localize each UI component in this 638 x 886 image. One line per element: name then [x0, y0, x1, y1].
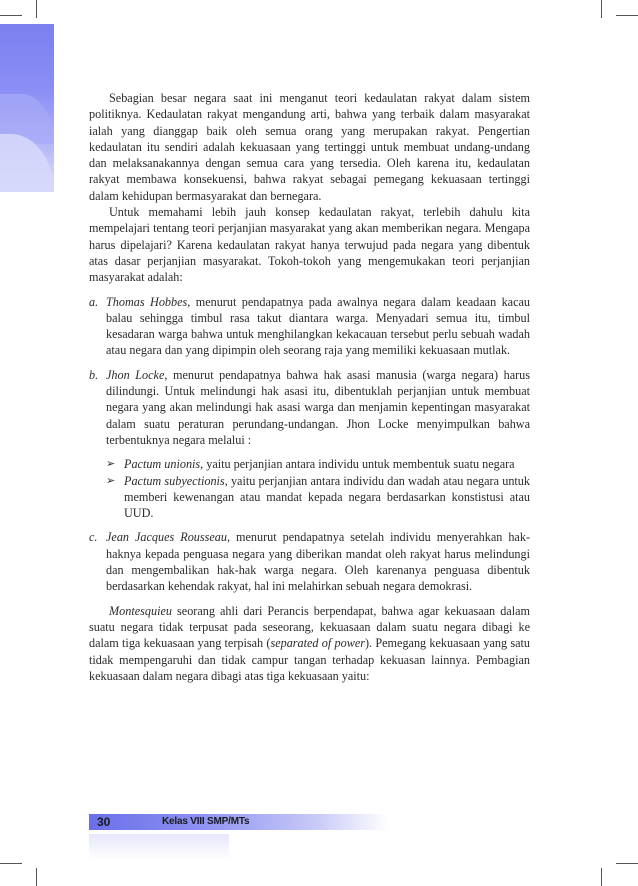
sub-item-pactum-subyectionis [106, 473, 530, 522]
term: Pactum unionis [124, 457, 201, 472]
paragraph-montesquieu: Montesquieu seorang ahli dari Perancis berpendapat, bahwa agar kekuasaan dalam suatu negara tidak terpusat pada seseorang, kekuasaan dalam suatu negara dibagi ke dalam tiga kekuasaan yang terpisah (separated of power). Pemegang kekuasaan yang satu tidak mempengaruhi dan tidak campur tangan terhadap kekuasan lainnya. Pembagian kekuasaan dalam negara dibagi atas tiga kekuasaan yaitu: [89, 603, 531, 683]
sub-item-pactum-unionis [106, 456, 530, 472]
list-item-label: c. [89, 530, 98, 545]
page-content [89, 90, 530, 684]
list-item-text: menurut pendapatnya pada awalnya negara dalam keadaan kacau balau sehingga timbul rasa takut diantara warga. Menyadari semua itu, timbul kesadaran warga bahwa untuk menghilangkan kekacauan tersebut perlu sebuah wadah atau negara dan yang dipimpin oleh seorang raja yang memiliki kekuasaan mutlak. [106, 294, 531, 358]
footer-shadow-band [89, 834, 229, 860]
person-name: Jhon Locke [106, 367, 165, 382]
arrow-bullet-icon: ➢ [106, 457, 116, 471]
crop-mark [36, 0, 37, 18]
sub-item-text: , yaitu perjanjian antara individu untuk membentuk suatu negara [200, 457, 515, 472]
crop-mark [616, 15, 638, 16]
page-number: 30 [97, 815, 111, 829]
decorative-side-strip [0, 24, 54, 192]
list-item-label: b. [89, 367, 99, 382]
sub-item-text: , yaitu perjanjian antara individu dan wadah atau negara untuk memberi kewenangan atau mandat kepada negara berdasarkan konstistusi atau UUD. [124, 473, 530, 521]
book-title: Kelas VIII SMP/MTs [162, 816, 250, 827]
list-item-rousseau: c. Jean Jacques Rousseau, menurut pendapatnya setelah individu menyerahkan hak-haknya kepada penguasa negara yang diberikan mandat oleh rakyat harus melindungi dan mengembalikan hak-hak warga negara. Oleh karenanya penguasa dibentuk berdasarkan kehendak rakyat, hal ini melahirkan sebuah negara demokrasi. [89, 530, 530, 594]
crop-mark [0, 863, 22, 864]
person-name: Jean Jacques Rousseau [106, 530, 227, 545]
arrow-bullet-icon: ➢ [106, 473, 116, 487]
list-item-text: menurut pendapatnya bahwa hak asasi manusia (warga negara) harus dilindungi. Untuk melindungi hak asasi itu, dibentuklah perjanjian untuk membuat negara yang akan melindungi hak asasi warga dan menjamin kepentingan masyarakat dalam suatu peraturan perundang-undangan. Jhon Locke menyimpulkan bahwa terbentuknya negara melalui : [106, 367, 530, 447]
person-name: Thomas Hobbes [106, 294, 188, 309]
crop-mark [616, 863, 638, 864]
crop-mark [36, 868, 37, 886]
list-item-text: menurut pendapatnya setelah individu menyerahkan hak-haknya kepada penguasa negara yang diberikan mandat oleh rakyat harus melindungi dan mengembalikan hak-hak warga negara. Oleh karenanya penguasa dibentuk berdasarkan kehendak rakyat, hal ini melahirkan sebuah negara demokrasi. [106, 530, 530, 594]
term: separated of power [270, 636, 365, 651]
list-item-hobbes: a. Thomas Hobbes, menurut pendapatnya pada awalnya negara dalam keadaan kacau balau sehingga timbul rasa takut diantara warga. Menyadari semua itu, timbul kesadaran warga bahwa untuk menghilangkan kekacauan tersebut perlu sebuah wadah atau negara dan yang dipimpin oleh seorang raja yang memiliki kekuasaan mutlak. [89, 294, 531, 358]
list-item-label: a. [89, 294, 99, 309]
crop-mark [601, 868, 602, 886]
crop-mark [0, 15, 22, 16]
paragraph-intro: Sebagian besar negara saat ini menganut teori kedaulatan rakyat dalam sistem politiknya. Kedaulatan rakyat mengandung arti, bahwa yang terbaik dalam masyarakat ialah yang dianggap baik oleh semua orang yang merupakan rakyat. Pengertian kedaulatan itu sendiri adalah kekuasaan yang tertinggi untuk membuat undang-undang dan melaksanakannya dengan semua cara yang tersedia. Oleh karena itu, kedaulatan rakyat membawa konsekuensi, bahwa rakyat sebagai pemegang kekuasaan tertinggi dalam kehidupan bermasyarakat dan bernegara. [89, 91, 530, 203]
person-name: Montesquieu [109, 603, 172, 618]
term: Pactum subyectionis [124, 473, 225, 488]
paragraph-social-contract: Untuk memahami lebih jauh konsep kedaulatan rakyat, terlebih dahulu kita mempelajari tentang teori perjanjian masyarakat yang akan memberikan negara. Mengapa harus dipelajari? Karena kedaulatan rakyat hanya terwujud pada negara yang dibentuk atas dasar perjanjian masyarakat. Tokoh-tokoh yang mengemukakan teori perjanjian masyarakat adalah: [89, 205, 530, 285]
list-item-locke: b. Jhon Locke, menurut pendapatnya bahwa hak asasi manusia (warga negara) harus dilindungi. Untuk melindungi hak asasi itu, dibentuklah perjanjian untuk membuat negara yang akan melindungi hak asasi warga dan menjamin kepentingan masyarakat dalam suatu peraturan perundang-undangan. Jhon Locke menyimpulkan bahwa terbentuknya negara melalui : [89, 367, 530, 447]
crop-mark [601, 0, 602, 18]
